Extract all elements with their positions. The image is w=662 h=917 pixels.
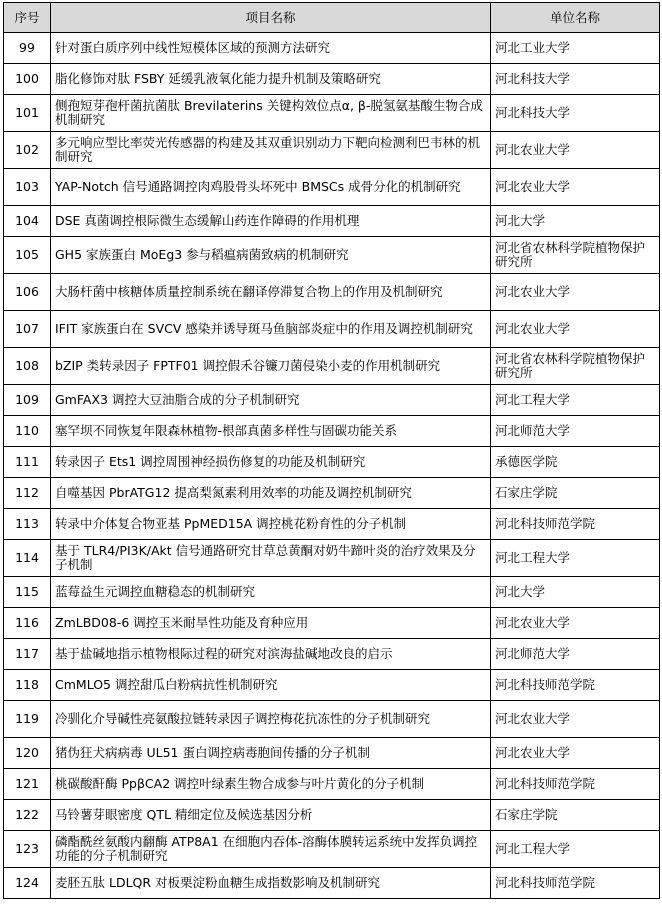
row-name: ZmLBD08-6 调控玉米耐旱性功能及育种应用 — [51, 608, 491, 639]
row-unit: 河北科技师范学院 — [491, 868, 660, 899]
row-name: 转录因子 Ets1 调控周围神经损伤修复的功能及机制研究 — [51, 447, 491, 478]
row-num: 123 — [4, 831, 51, 868]
row-name: CmMLO5 调控甜瓜白粉病抗性机制研究 — [51, 670, 491, 701]
row-name: GH5 家族蛋白 MoEg3 参与稻瘟病菌致病的机制研究 — [51, 237, 491, 274]
row-unit: 河北工程大学 — [491, 540, 660, 577]
row-num: 111 — [4, 447, 51, 478]
row-num: 118 — [4, 670, 51, 701]
table-row — [4, 738, 660, 769]
row-num: 114 — [4, 540, 51, 577]
table-row — [4, 385, 660, 416]
row-unit: 河北科技师范学院 — [491, 670, 660, 701]
row-unit: 河北科技师范学院 — [491, 769, 660, 800]
table-row — [4, 348, 660, 385]
row-name: IFIT 家族蛋白在 SVCV 感染并诱导斑马鱼脑部炎症中的作用及调控机制研究 — [51, 311, 491, 348]
row-unit: 河北省农林科学院植物保护研究所 — [491, 348, 660, 385]
table-row — [4, 416, 660, 447]
row-name: 自噬基因 PbrATG12 提高梨氮素利用效率的功能及调控机制研究 — [51, 478, 491, 509]
table-row — [4, 311, 660, 348]
row-unit: 河北师范大学 — [491, 639, 660, 670]
table-row — [4, 132, 660, 169]
row-unit: 河北工程大学 — [491, 385, 660, 416]
table-row — [4, 670, 660, 701]
row-unit: 河北农业大学 — [491, 274, 660, 311]
row-num: 121 — [4, 769, 51, 800]
table-row — [4, 64, 660, 95]
row-num: 117 — [4, 639, 51, 670]
header-num: 序号 — [4, 3, 51, 33]
row-unit: 河北科技大学 — [491, 95, 660, 132]
row-num: 113 — [4, 509, 51, 540]
row-num: 104 — [4, 206, 51, 237]
row-unit: 河北大学 — [491, 577, 660, 608]
table-row — [4, 509, 660, 540]
row-num: 112 — [4, 478, 51, 509]
row-num: 110 — [4, 416, 51, 447]
table-row — [4, 274, 660, 311]
row-num: 106 — [4, 274, 51, 311]
row-unit: 石家庄学院 — [491, 478, 660, 509]
project-table — [3, 2, 660, 899]
table-row — [4, 95, 660, 132]
row-num: 105 — [4, 237, 51, 274]
row-unit: 河北科技大学 — [491, 64, 660, 95]
table-header-row — [4, 3, 660, 33]
row-unit: 河北农业大学 — [491, 311, 660, 348]
row-num: 103 — [4, 169, 51, 206]
row-name: 多元响应型比率荧光传感器的构建及其双重识别动力下靶向检测利巴韦林的机制研究 — [51, 132, 491, 169]
row-name: 塞罕坝不同恢复年限森林植物-根部真菌多样性与固碳功能关系 — [51, 416, 491, 447]
table-row — [4, 447, 660, 478]
row-name: 大肠杆菌中核糖体质量控制系统在翻译停滞复合物上的作用及机制研究 — [51, 274, 491, 311]
table-row — [4, 800, 660, 831]
table-row — [4, 540, 660, 577]
row-num: 108 — [4, 348, 51, 385]
row-name: 侧孢短芽孢杆菌抗菌肽 Brevilaterins 关键构效位点α, β-脱氢氨基酸生物合成机制研究 — [51, 95, 491, 132]
row-num: 102 — [4, 132, 51, 169]
table-row — [4, 608, 660, 639]
row-unit: 河北工程大学 — [491, 831, 660, 868]
row-name: DSE 真菌调控根际微生态缓解山药连作障碍的作用机理 — [51, 206, 491, 237]
table-row — [4, 237, 660, 274]
row-num: 119 — [4, 701, 51, 738]
row-unit: 河北省农林科学院植物保护研究所 — [491, 237, 660, 274]
row-num: 116 — [4, 608, 51, 639]
row-name: YAP-Notch 信号通路调控肉鸡股骨头坏死中 BMSCs 成骨分化的机制研究 — [51, 169, 491, 206]
table-row — [4, 206, 660, 237]
row-unit: 河北农业大学 — [491, 608, 660, 639]
row-unit: 河北工业大学 — [491, 33, 660, 64]
header-unit: 单位名称 — [491, 3, 660, 33]
row-num: 101 — [4, 95, 51, 132]
table-row — [4, 868, 660, 899]
row-name: 基于盐碱地指示植物根际过程的研究对滨海盐碱地改良的启示 — [51, 639, 491, 670]
row-name: 麦胚五肽 LDLQR 对板栗淀粉血糖生成指数影响及机制研究 — [51, 868, 491, 899]
row-name: 基于 TLR4/PI3K/Akt 信号通路研究甘草总黄酮对奶牛蹄叶炎的治疗效果及分子机制 — [51, 540, 491, 577]
table-row — [4, 701, 660, 738]
row-num: 120 — [4, 738, 51, 769]
row-name: bZIP 类转录因子 FPTF01 调控假禾谷镰刀菌侵染小麦的作用机制研究 — [51, 348, 491, 385]
row-name: 脂化修饰对肽 FSBY 延缓乳液氧化能力提升机制及策略研究 — [51, 64, 491, 95]
row-name: 针对蛋白质序列中线性短模体区域的预测方法研究 — [51, 33, 491, 64]
row-unit: 河北农业大学 — [491, 738, 660, 769]
row-name: 猪伪狂犬病病毒 UL51 蛋白调控病毒胞间传播的分子机制 — [51, 738, 491, 769]
table-row — [4, 33, 660, 64]
row-num: 107 — [4, 311, 51, 348]
table-row — [4, 577, 660, 608]
table-row — [4, 169, 660, 206]
row-num: 109 — [4, 385, 51, 416]
row-unit: 河北科技师范学院 — [491, 509, 660, 540]
row-num: 122 — [4, 800, 51, 831]
row-num: 124 — [4, 868, 51, 899]
row-name: 桃碳酸酐酶 PpβCA2 调控叶绿素生物合成参与叶片黄化的分子机制 — [51, 769, 491, 800]
row-name: GmFAX3 调控大豆油脂合成的分子机制研究 — [51, 385, 491, 416]
row-name: 磷酯酰丝氨酸内翻酶 ATP8A1 在细胞内吞体-溶酶体膜转运系统中发挥负调控功能的分子机制研究 — [51, 831, 491, 868]
row-unit: 承德医学院 — [491, 447, 660, 478]
row-unit: 河北农业大学 — [491, 132, 660, 169]
row-unit: 河北农业大学 — [491, 701, 660, 738]
row-num: 99 — [4, 33, 51, 64]
row-unit: 石家庄学院 — [491, 800, 660, 831]
header-name: 项目名称 — [51, 3, 491, 33]
row-num: 115 — [4, 577, 51, 608]
row-name: 马铃薯芽眼密度 QTL 精细定位及候选基因分析 — [51, 800, 491, 831]
row-unit: 河北大学 — [491, 206, 660, 237]
table-row — [4, 639, 660, 670]
row-name: 蓝莓益生元调控血糖稳态的机制研究 — [51, 577, 491, 608]
row-unit: 河北农业大学 — [491, 169, 660, 206]
table-row — [4, 769, 660, 800]
row-unit: 河北师范大学 — [491, 416, 660, 447]
row-name: 冷驯化介导碱性亮氨酸拉链转录因子调控梅花抗冻性的分子机制研究 — [51, 701, 491, 738]
table-row — [4, 478, 660, 509]
row-name: 转录中介体复合物亚基 PpMED15A 调控桃花粉育性的分子机制 — [51, 509, 491, 540]
row-num: 100 — [4, 64, 51, 95]
table-row — [4, 831, 660, 868]
